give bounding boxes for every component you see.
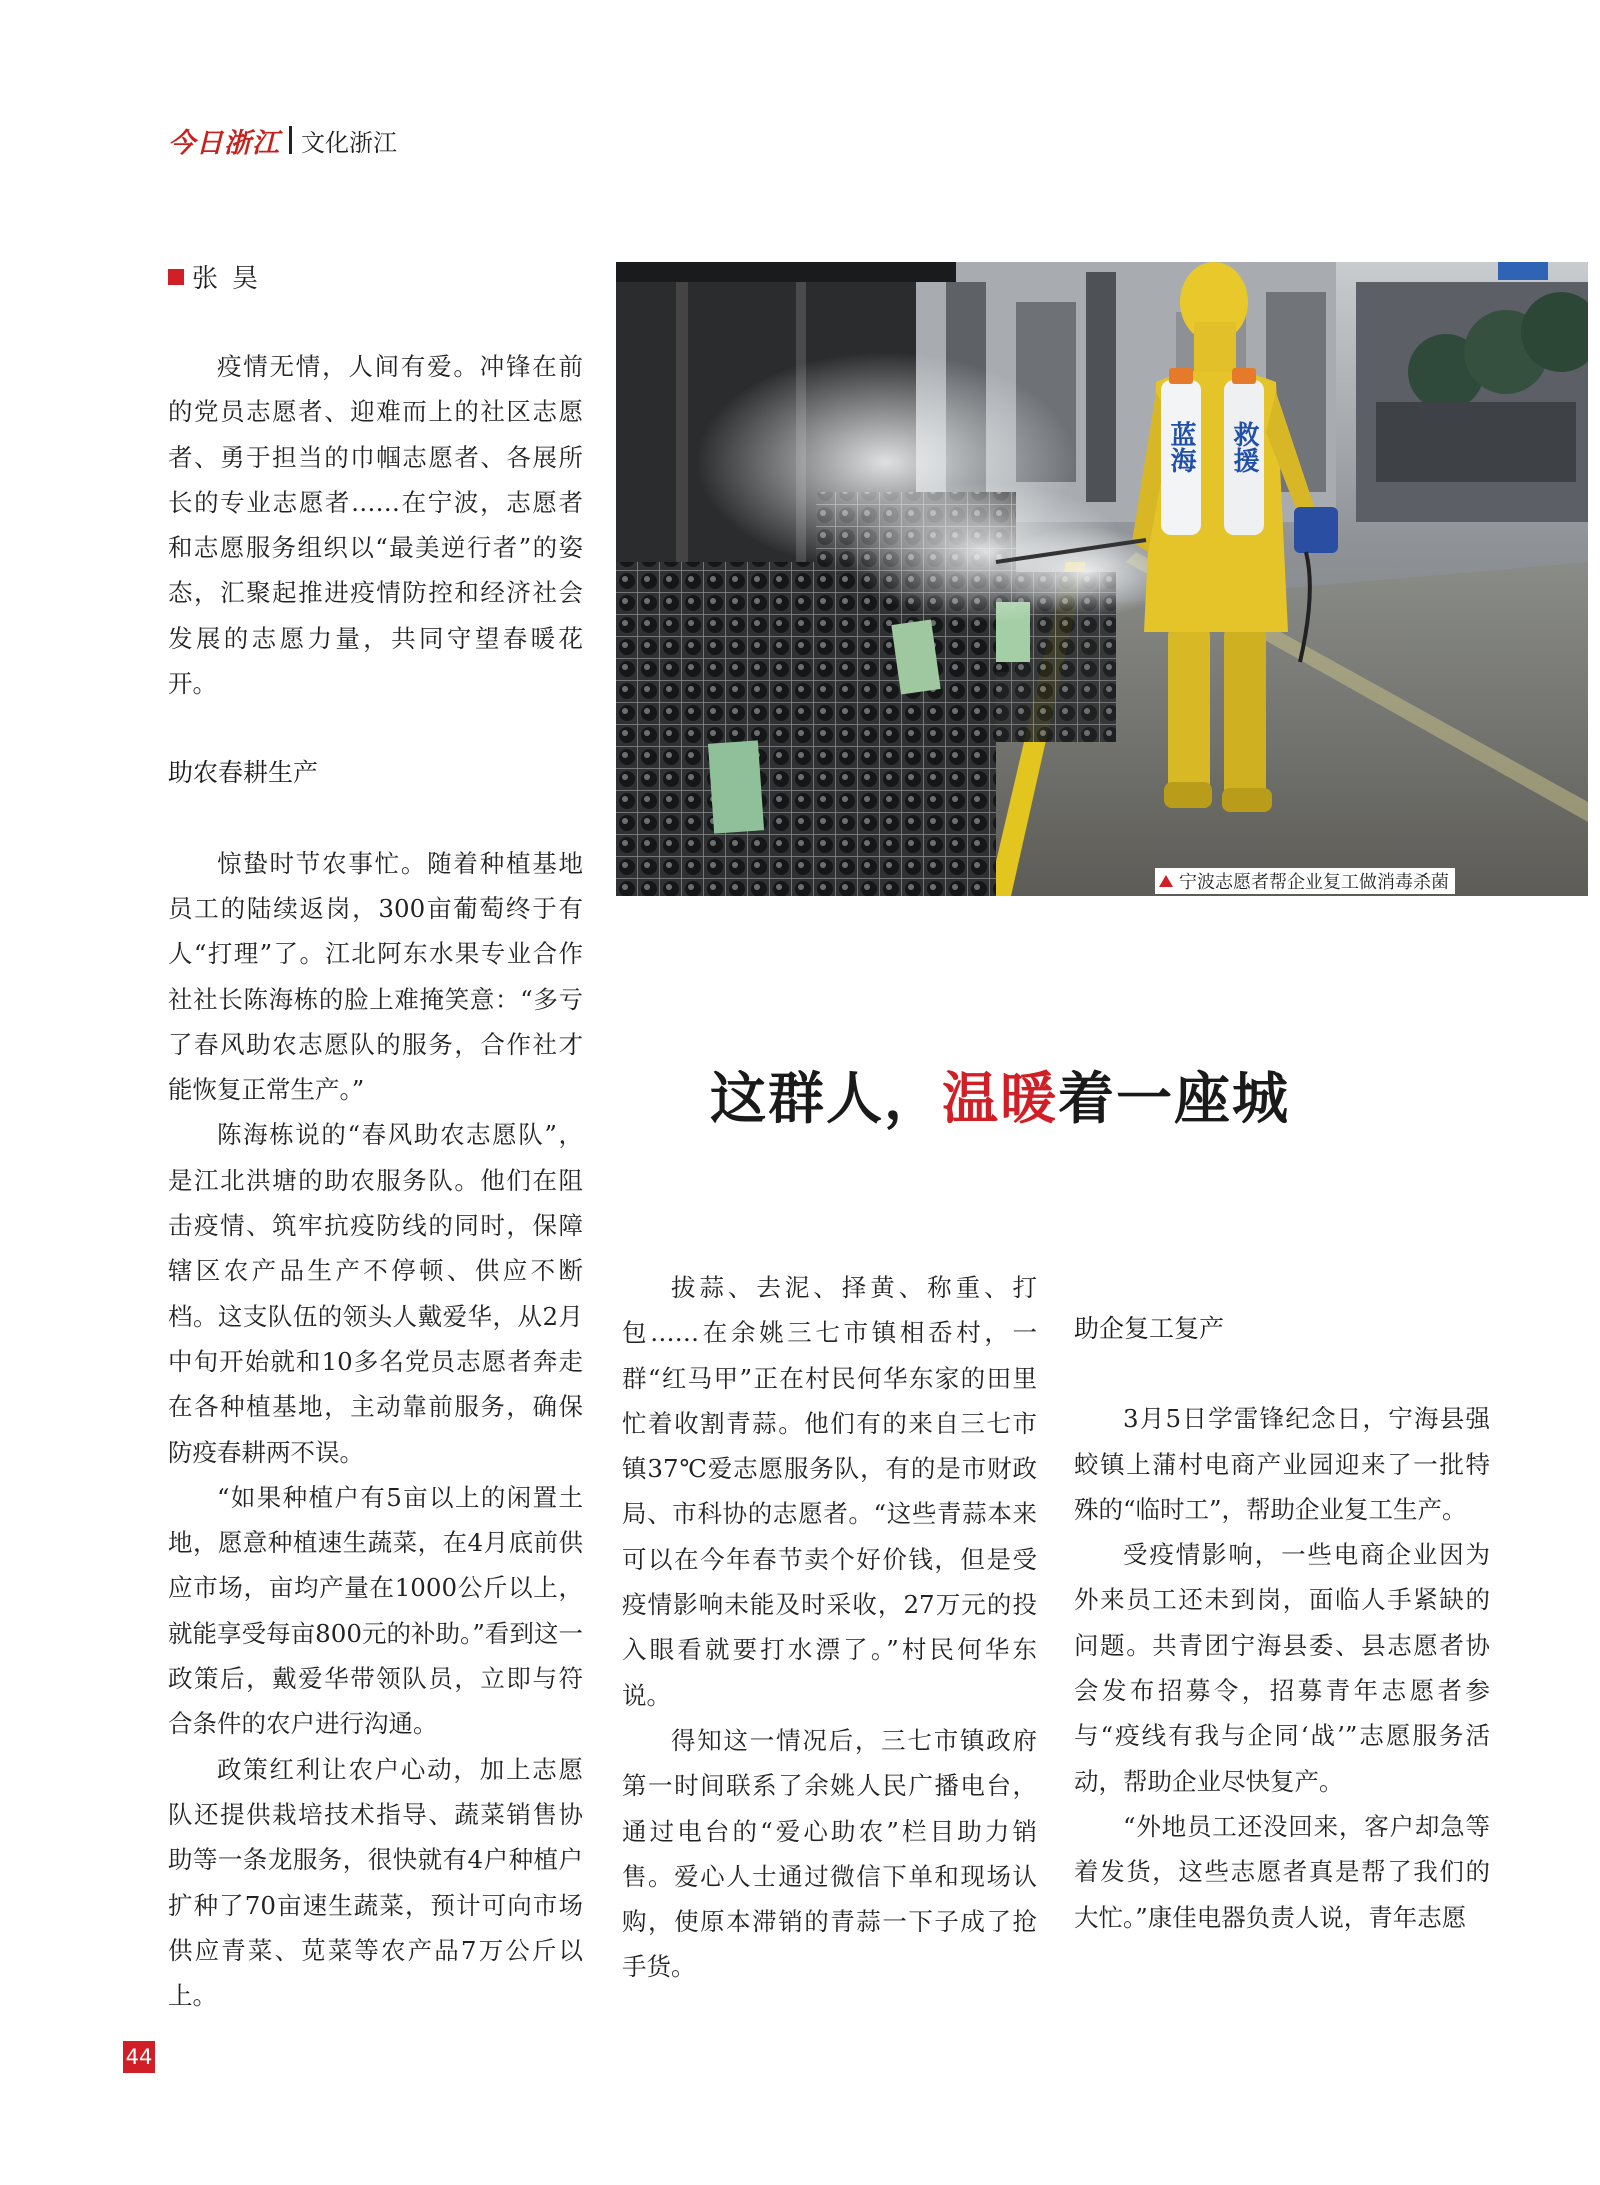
- page-number: 44: [123, 2041, 155, 2073]
- caption-text: 宁波志愿者帮企业复工做消毒杀菌: [1179, 872, 1449, 893]
- paragraph: 3月5日学雷锋纪念日，宁海县强蛟镇上蒲村电商产业园迎来了一批特殊的“临时工”，帮助企业复工生产。: [1074, 1404, 1490, 1524]
- article-headline: [600, 1055, 1400, 1135]
- subheading-enterprise: 助企复工复产: [1074, 1314, 1225, 1343]
- vest-text-right: 救援: [1229, 421, 1259, 473]
- magazine-logo: 今日浙江: [168, 127, 280, 159]
- byline-marker: [168, 269, 184, 285]
- caption-triangle-icon: [1159, 875, 1173, 887]
- subheading-agriculture: 助农春耕生产: [168, 758, 319, 788]
- paragraph: 得知这一情况后，三七市镇政府第一时间联系了余姚人民广播电台，通过电台的“爱心助农”栏目助力销售。爱心人士通过微信下单和现场认购，使原本滞销的青蒜一下子成了抢手货。: [622, 1725, 1037, 1982]
- volunteer-disinfecting-photo: [616, 262, 1588, 896]
- author-name: 张昊: [192, 264, 273, 294]
- paragraph: 政策红利让农户心动，加上志愿队还提供栽培技术指导、蔬菜销售协助等一条龙服务，很快就有4户种植户扩种了70亩速生蔬菜，预计可向市场供应青菜、苋菜等农产品7万公斤以上。: [168, 1754, 583, 2011]
- paragraph: 陈海栋说的“春风助农志愿队”，是江北洪塘的助农服务队。他们在阻击疫情、筑牢抗疫防线的同时，保障辖区农产品生产不停顿、供应不断档。这支队伍的领头人戴爱华，从2月中旬开始就和10多名党员志愿者奔走在各种植基地，主动靠前服务，确保防疫春耕两不误。: [168, 1120, 583, 1467]
- paragraph: 惊蛰时节农事忙。随着种植基地员工的陆续返岗，300亩葡萄终于有人“打理”了。江北阿东水果专业合作社社长陈海栋的脸上难掩笑意：“多亏了春风助农志愿队的服务，合作社才能恢复正常生产。”: [168, 848, 583, 1105]
- photo-caption: [1155, 868, 1455, 894]
- paragraph: “如果种植户有5亩以上的闲置土地，愿意种植速生蔬菜，在4月底前供应市场，亩均产量在1000公斤以上，就能享受每亩800元的补助。”看到这一政策后，戴爱华带领队员，立即与符合条件的农户进行沟通。: [168, 1482, 583, 1739]
- page-header: [168, 120, 397, 160]
- header-divider: [289, 126, 292, 154]
- article-column-3: [1074, 1306, 1490, 1940]
- headline-part1: 这群人，: [710, 1066, 942, 1132]
- headline-part2: 着一座城: [1058, 1066, 1290, 1132]
- paragraph: “外地员工还没回来，客户却急等着发货，这些志愿者真是帮了我们的大忙。”康佳电器负责人说，青年志愿: [1074, 1811, 1490, 1932]
- article-column-2: [622, 1265, 1037, 1990]
- headline-highlight: 温暖: [942, 1066, 1058, 1132]
- byline: [168, 258, 272, 295]
- paragraph: 受疫情影响，一些电商企业因为外来员工还未到岗，面临人手紧缺的问题。共青团宁海县委、县志愿者协会发布招募令，招募青年志愿者参与“疫线有我与企同‘战’”志愿服务活动，帮助企业尽快复产。: [1074, 1540, 1490, 1796]
- section-title: 文化浙江: [301, 128, 397, 157]
- paragraph: 疫情无情，人间有爱。冲锋在前的党员志愿者、迎难而上的社区志愿者、勇于担当的巾帼志愿者、各展所长的专业志愿者……在宁波，志愿者和志愿服务组织以“最美逆行者”的姿态，汇聚起推进疫情防控和经济社会发展的志愿力量，共同守望春暖花开。: [168, 352, 583, 699]
- vest-text-left: 蓝海: [1166, 421, 1196, 473]
- paragraph: 拔蒜、去泥、择黄、称重、打包……在余姚三七市镇相岙村，一群“红马甲”正在村民何华东家的田里忙着收割青蒜。他们有的来自三七市镇37℃爱志愿服务队，有的是市财政局、市科协的志愿者。“这些青蒜本来可以在今年春节卖个好价钱，但是受疫情影响未能及时采收，27万元的投入眼看就要打水漂了。”村民何华东说。: [622, 1273, 1037, 1710]
- article-photo: [616, 262, 1588, 896]
- article-column-1: [168, 344, 583, 2018]
